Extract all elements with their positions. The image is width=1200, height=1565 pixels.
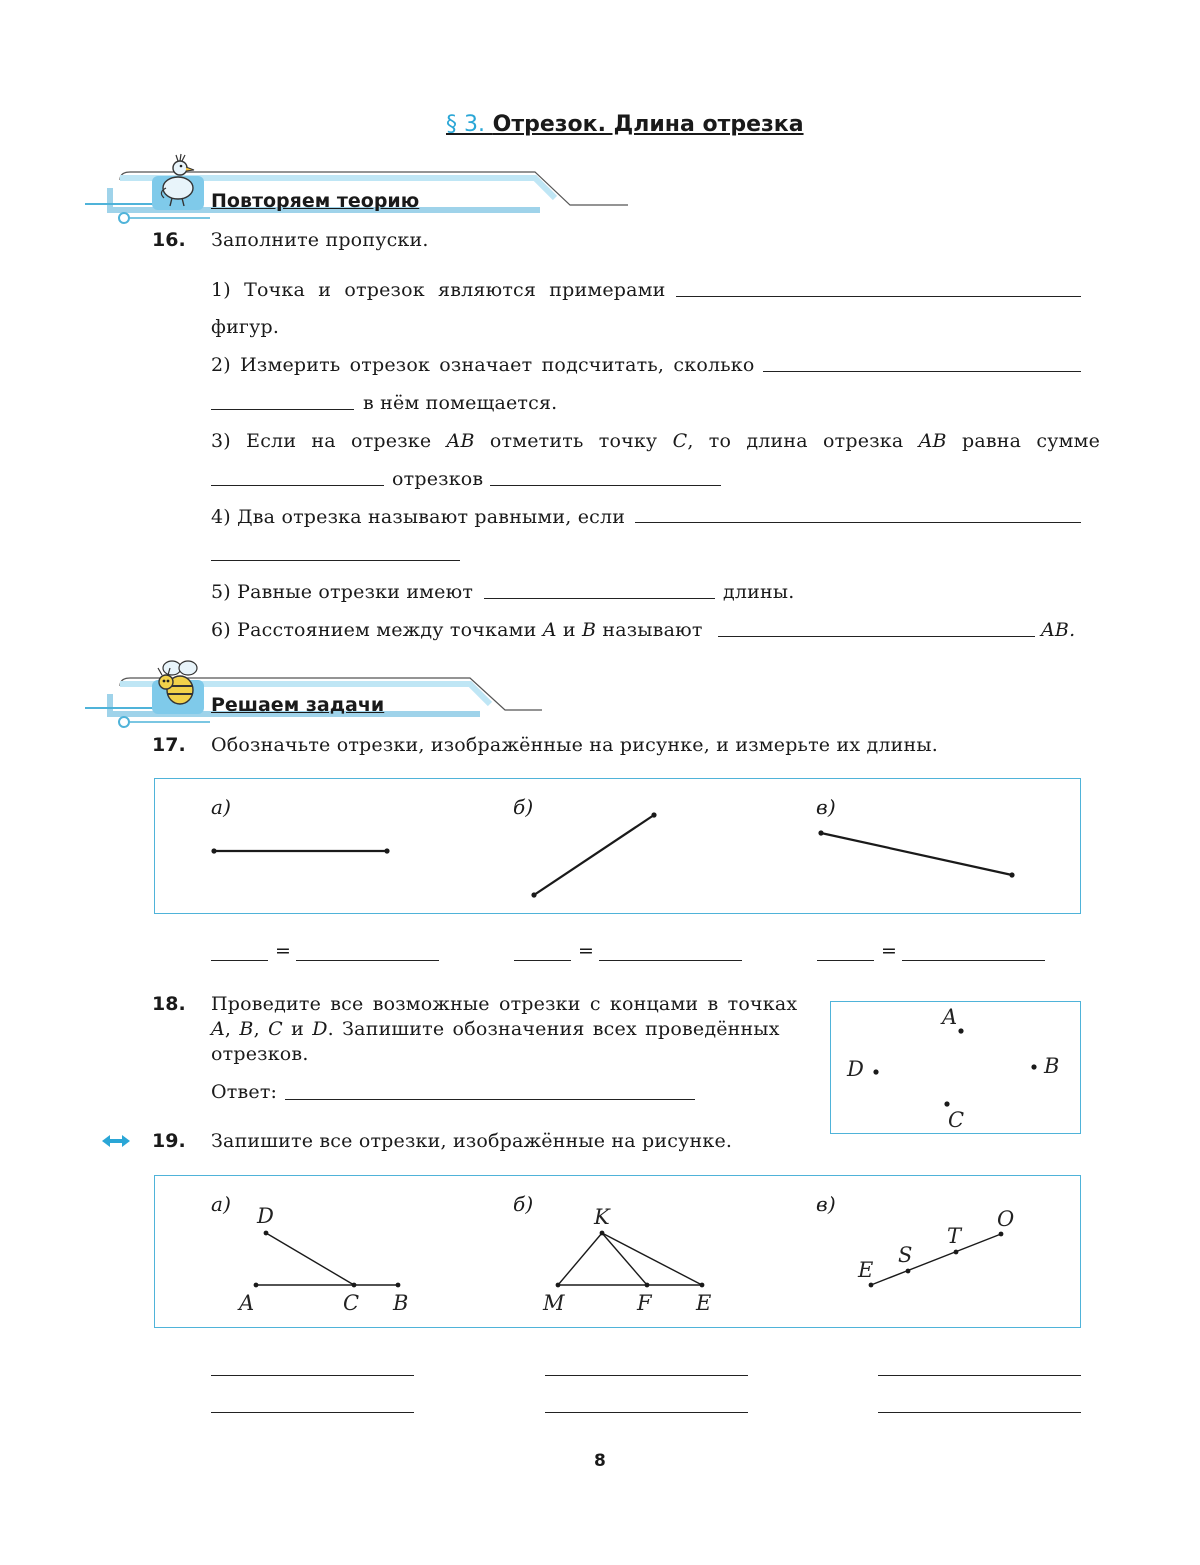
task-17-number: 17.: [152, 734, 186, 756]
point-d: [846, 1057, 879, 1081]
task-18-points: [830, 1001, 1081, 1134]
task-16-number: 16.: [152, 229, 186, 251]
item-3-part-e: равна сумме: [961, 430, 1101, 452]
task-19-number: 19.: [152, 1130, 186, 1152]
answer-17a-name[interactable]: [211, 960, 268, 961]
segment-b: [531, 812, 656, 897]
answer-19a-line-2[interactable]: [211, 1412, 414, 1413]
answer-19b-line-2[interactable]: [545, 1412, 748, 1413]
label-m: M: [543, 1291, 565, 1315]
segment-a: [211, 848, 389, 853]
item-3-part-b: отметить точку: [489, 430, 658, 452]
comma: ,: [253, 1018, 260, 1040]
answer-label: Ответ:: [211, 1081, 278, 1103]
section-label-tasks: Решаем задачи: [211, 694, 385, 716]
task-17-prompt: Обозначьте отрезки, изображённые на рисунке, и измерьте их длины.: [211, 734, 938, 756]
label-t: T: [947, 1224, 962, 1248]
label-a: A: [239, 1291, 255, 1315]
item-3-part-a: 3) Если на отрезке: [211, 430, 432, 452]
point-name-d: D: [312, 1018, 328, 1040]
double-arrow-icon: [100, 1133, 132, 1149]
item-6-part-a: 6) Расстоянием между точками: [211, 619, 537, 641]
comma: ,: [224, 1018, 232, 1040]
answer-17b-name[interactable]: [514, 960, 571, 961]
task-17-label-a: а): [211, 795, 232, 819]
item-3-ab: AB: [446, 430, 475, 452]
label-f: F: [637, 1291, 652, 1315]
section-number: § 3.: [446, 112, 485, 137]
task-16-item-2-tail: в нём помещается.: [363, 392, 558, 414]
task-16-item-5: 5) Равные отрезки имеют: [211, 581, 474, 603]
task-19-label-c: в): [816, 1192, 836, 1216]
task-16-item-6-end: AB.: [1041, 619, 1076, 641]
item-6-and: и: [562, 619, 576, 641]
page-number: 8: [594, 1451, 606, 1471]
label-o: O: [997, 1207, 1015, 1231]
point-a: [940, 1005, 964, 1034]
svg-text:A: A: [942, 1005, 958, 1029]
label-e: E: [858, 1258, 874, 1282]
item-6-a: A: [542, 619, 557, 641]
point-c: [944, 1101, 964, 1132]
task-17-label-c: в): [816, 795, 836, 819]
and-word: и: [291, 1018, 304, 1040]
label-k: K: [594, 1205, 610, 1229]
task-16-item-3-tail: отрезков: [392, 468, 484, 490]
svg-text:B: B: [1044, 1054, 1060, 1078]
answer-18-line[interactable]: [285, 1099, 695, 1100]
task-16-item-1-tail: фигур.: [211, 316, 280, 338]
task-16-prompt: Заполните пропуски.: [211, 229, 429, 251]
figure-a: [237, 1204, 408, 1315]
answer-17c-length[interactable]: [902, 960, 1045, 961]
task-18-number: 18.: [152, 993, 186, 1015]
label-e: E: [696, 1291, 712, 1315]
svg-text:D: D: [847, 1057, 864, 1081]
task-18-line-3: отрезков.: [211, 1043, 309, 1065]
svg-text:C: C: [948, 1108, 965, 1132]
task-19-label-a: а): [211, 1192, 232, 1216]
equals-17c: =: [881, 940, 898, 962]
answer-19a-line-1[interactable]: [211, 1375, 414, 1376]
equals-17a: =: [275, 940, 292, 962]
answer-17b-length[interactable]: [599, 960, 742, 961]
task-18-line-1: Проведите все возможные отрезки с концами в точках: [211, 993, 798, 1015]
section-title: Отрезок. Длина отрезка: [492, 112, 804, 137]
item-3-ab2: AB: [918, 430, 947, 452]
task-16-item-1: 1) Точка и отрезок являются примерами: [211, 279, 666, 301]
task-19-prompt: Запишите все отрезки, изображённые на рисунке.: [211, 1130, 733, 1152]
answer-17a-length[interactable]: [296, 960, 439, 961]
task-18-line-2-rest: . Запишите обозначения всех проведённых: [327, 1018, 780, 1040]
item-6-b: B: [581, 619, 597, 641]
task-16-item-4: 4) Два отрезка называют равными, если: [211, 506, 626, 528]
answer-19b-line-1[interactable]: [545, 1375, 748, 1376]
task-16-item-5-tail: длины.: [723, 581, 795, 603]
task-19-label-b: б): [513, 1192, 534, 1216]
equals-17b: =: [578, 940, 595, 962]
answer-17c-name[interactable]: [817, 960, 874, 961]
item-3-part-d: , то длина отрезка: [687, 430, 904, 452]
label-c: C: [343, 1291, 360, 1315]
answer-19c-line-1[interactable]: [878, 1375, 1081, 1376]
item-6-part-b: называют: [602, 619, 703, 641]
point-name-a: A: [211, 1018, 225, 1040]
answer-19c-line-2[interactable]: [878, 1412, 1081, 1413]
task-16-item-2: 2) Измерить отрезок означает подсчитать, сколько: [211, 354, 755, 376]
point-b: [1031, 1054, 1059, 1078]
label-s: S: [898, 1243, 913, 1267]
label-d: D: [257, 1204, 274, 1228]
task-18-line-2: [211, 1018, 780, 1040]
figure-c: [857, 1207, 1014, 1287]
item-3-c: C: [672, 430, 688, 452]
label-b: B: [393, 1291, 409, 1315]
figure-b: [542, 1205, 711, 1315]
point-name-b: B: [239, 1018, 254, 1040]
task-17-label-b: б): [513, 795, 534, 819]
task-19-figures: [0, 1175, 1200, 1328]
segment-c: [818, 830, 1014, 877]
point-name-c: C: [268, 1018, 283, 1040]
section-label-theory: Повторяем теорию: [211, 190, 420, 212]
